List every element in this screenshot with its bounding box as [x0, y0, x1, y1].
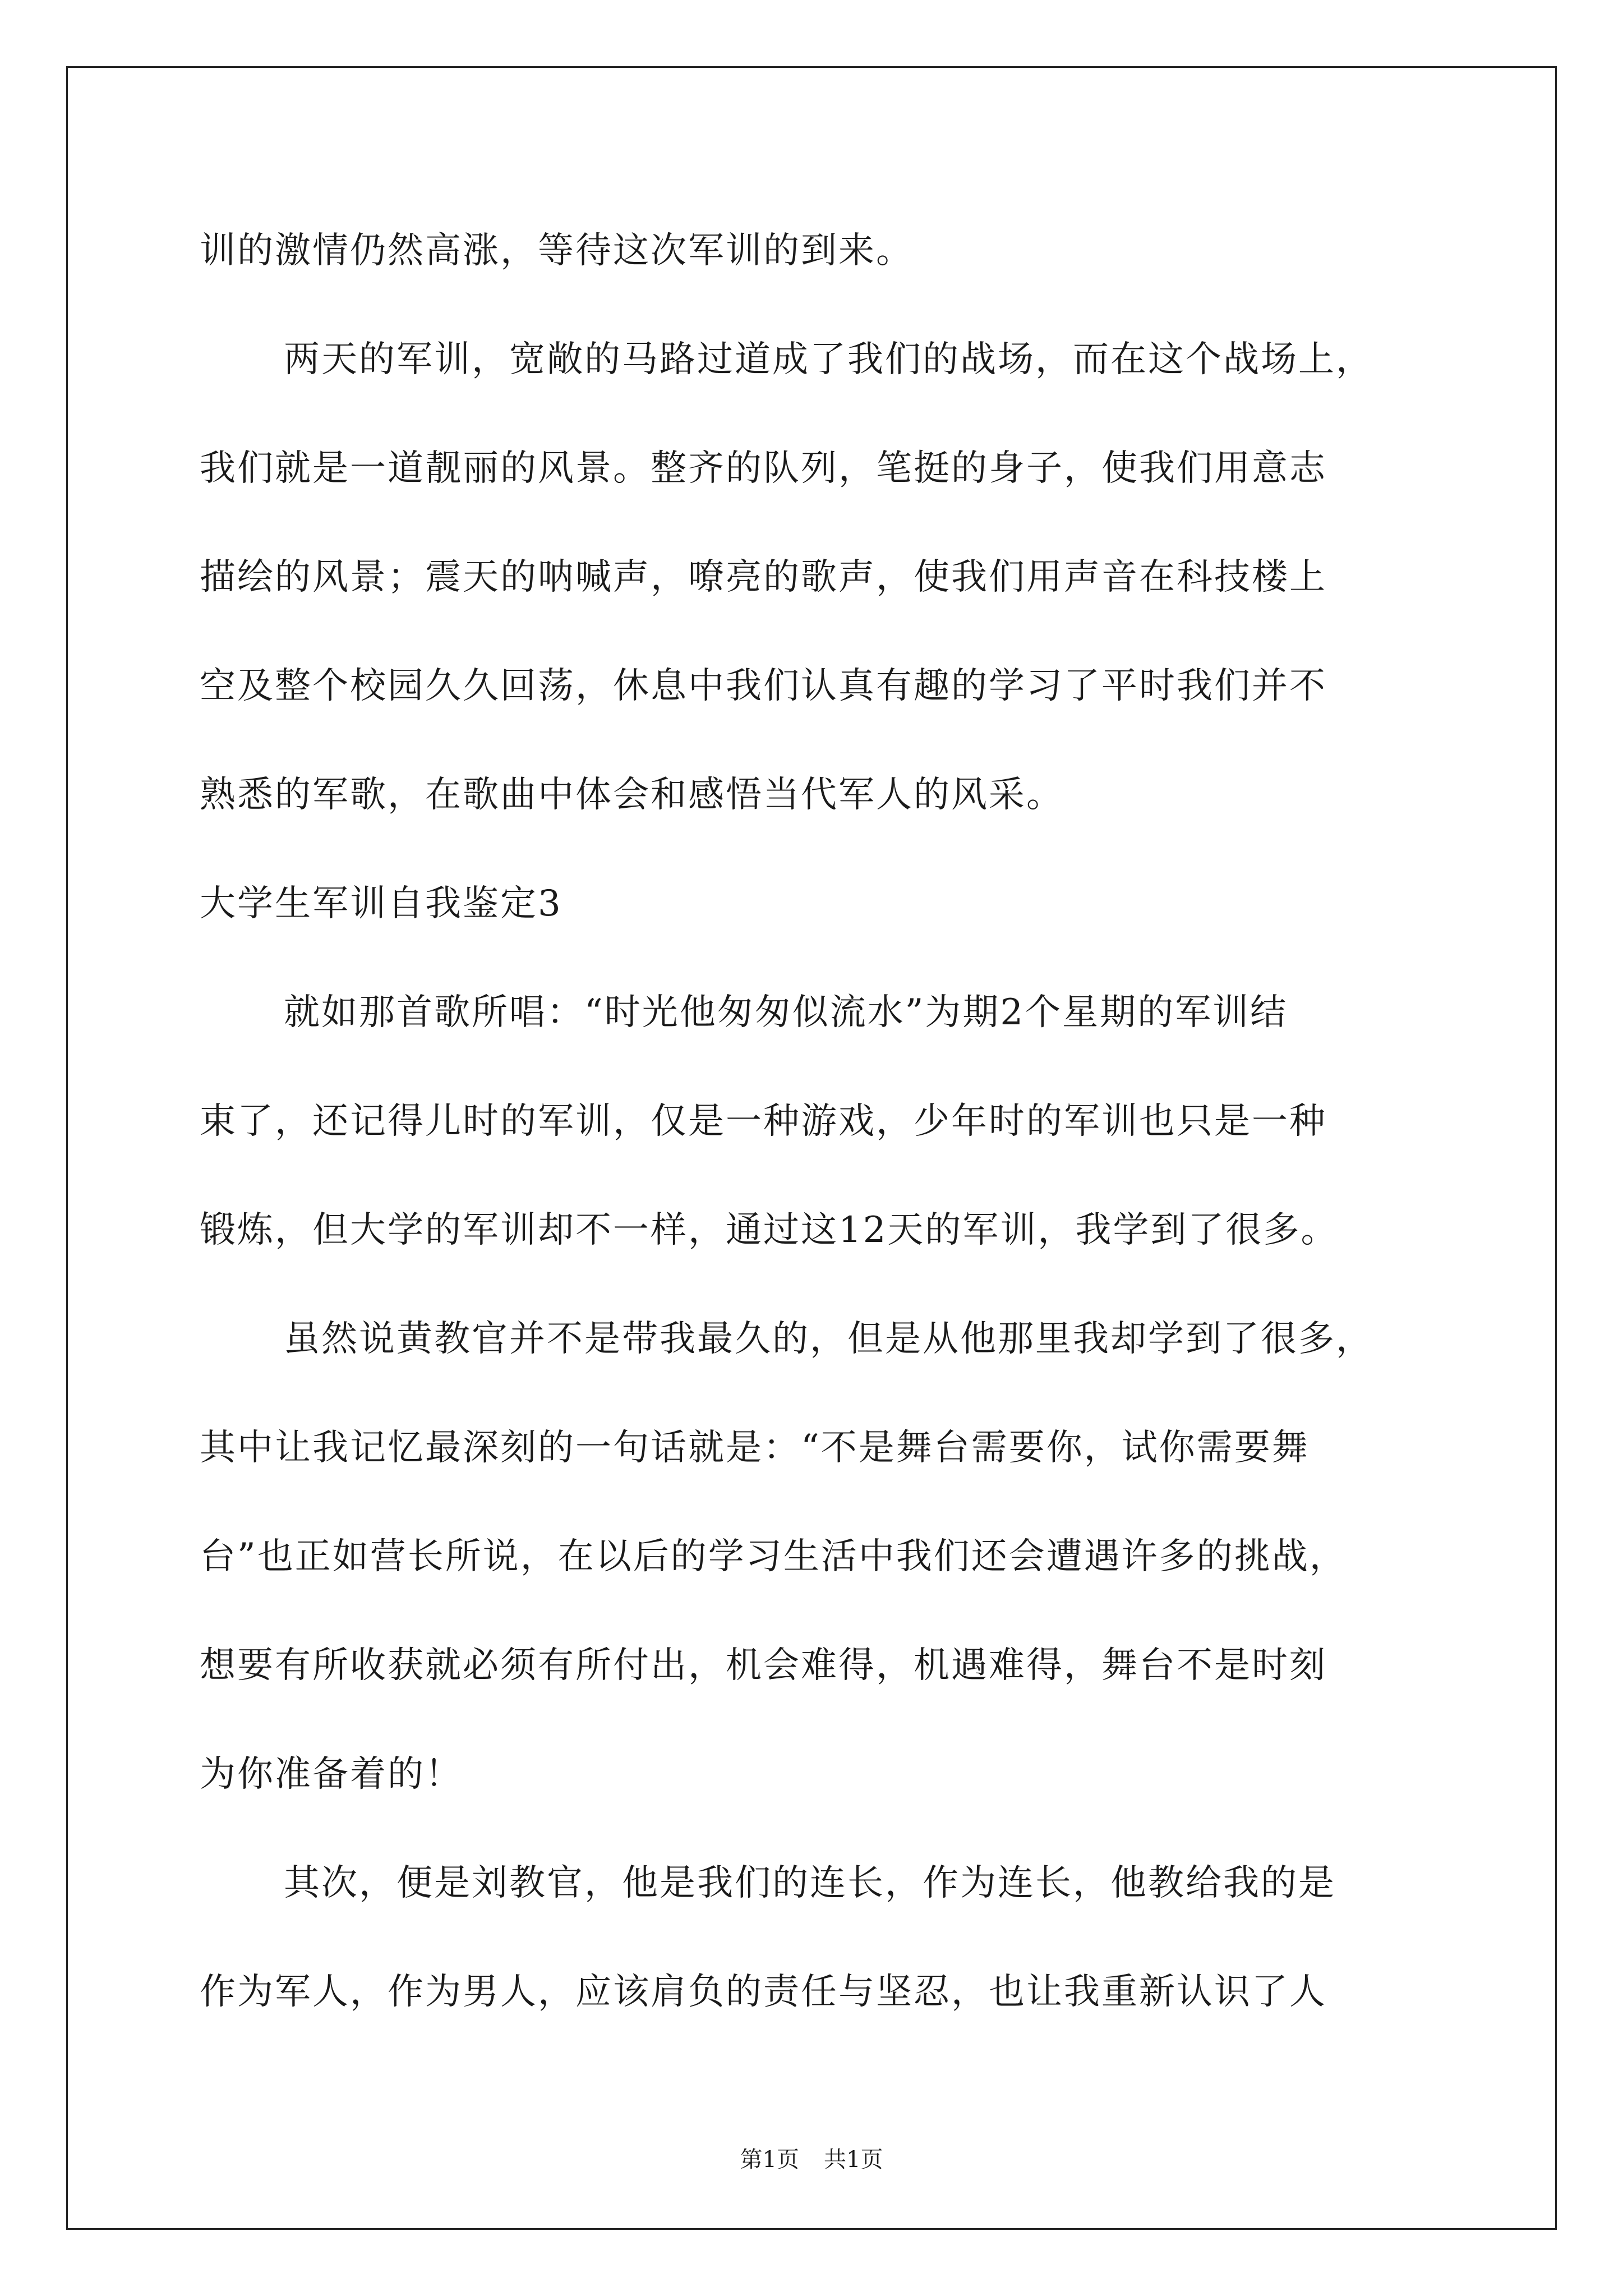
- text-line: 熟悉的军歌，在歌曲中体会和感悟当代军人的风采。: [200, 774, 1064, 816]
- page-number-total: 共1页: [824, 2147, 883, 2173]
- text-line: 台”也正如营长所说，在以后的学习生活中我们还会遭遇许多的挑战，: [200, 1536, 1347, 1577]
- page-footer: [0, 2142, 1623, 2174]
- paragraph-start-line: 就如那首歌所唱：“时光他匆匆似流水”为期2个星期的军训结: [284, 992, 1288, 1033]
- text-line: 描绘的风景；震天的呐喊声，嘹亮的歌声，使我们用声音在科技楼上: [200, 556, 1327, 598]
- text-line: 作为军人，作为男人，应该肩负的责任与坚忍，也让我重新认识了人: [200, 1971, 1327, 2013]
- paragraph-start-line: 虽然说黄教官并不是带我最久的，但是从他那里我却学到了很多，: [284, 1318, 1373, 1360]
- text-line: 为你准备着的！: [200, 1754, 463, 1795]
- text-line: 想要有所收获就必须有所付出，机会难得，机遇难得，舞台不是时刻: [200, 1645, 1327, 1686]
- paragraph-start-line: 其次，便是刘教官，他是我们的连长，作为连长，他教给我的是: [284, 1862, 1336, 1904]
- page-number-current: 第1页: [740, 2147, 799, 2173]
- document-body: [200, 196, 1433, 2046]
- text-line: 空及整个校园久久回荡，休息中我们认真有趣的学习了平时我们并不: [200, 665, 1327, 707]
- text-line: 其中让我记忆最深刻的一句话就是：“不是舞台需要你，试你需要舞: [200, 1427, 1310, 1469]
- text-line: 束了，还记得儿时的军训，仅是一种游戏，少年时的军训也只是一种: [200, 1101, 1327, 1142]
- text-line: 我们就是一道靓丽的风景。整齐的队列，笔挺的身子，使我们用意志: [200, 448, 1327, 489]
- section-heading: 大学生军训自我鉴定3: [200, 883, 562, 924]
- paragraph-start-line: 两天的军训，宽敞的马路过道成了我们的战场，而在这个战场上，: [284, 339, 1373, 380]
- text-line: 锻炼，但大学的军训却不一样，通过这12天的军训，我学到了很多。: [200, 1209, 1339, 1251]
- text-line: 训的激情仍然高涨，等待这次军训的到来。: [200, 230, 914, 272]
